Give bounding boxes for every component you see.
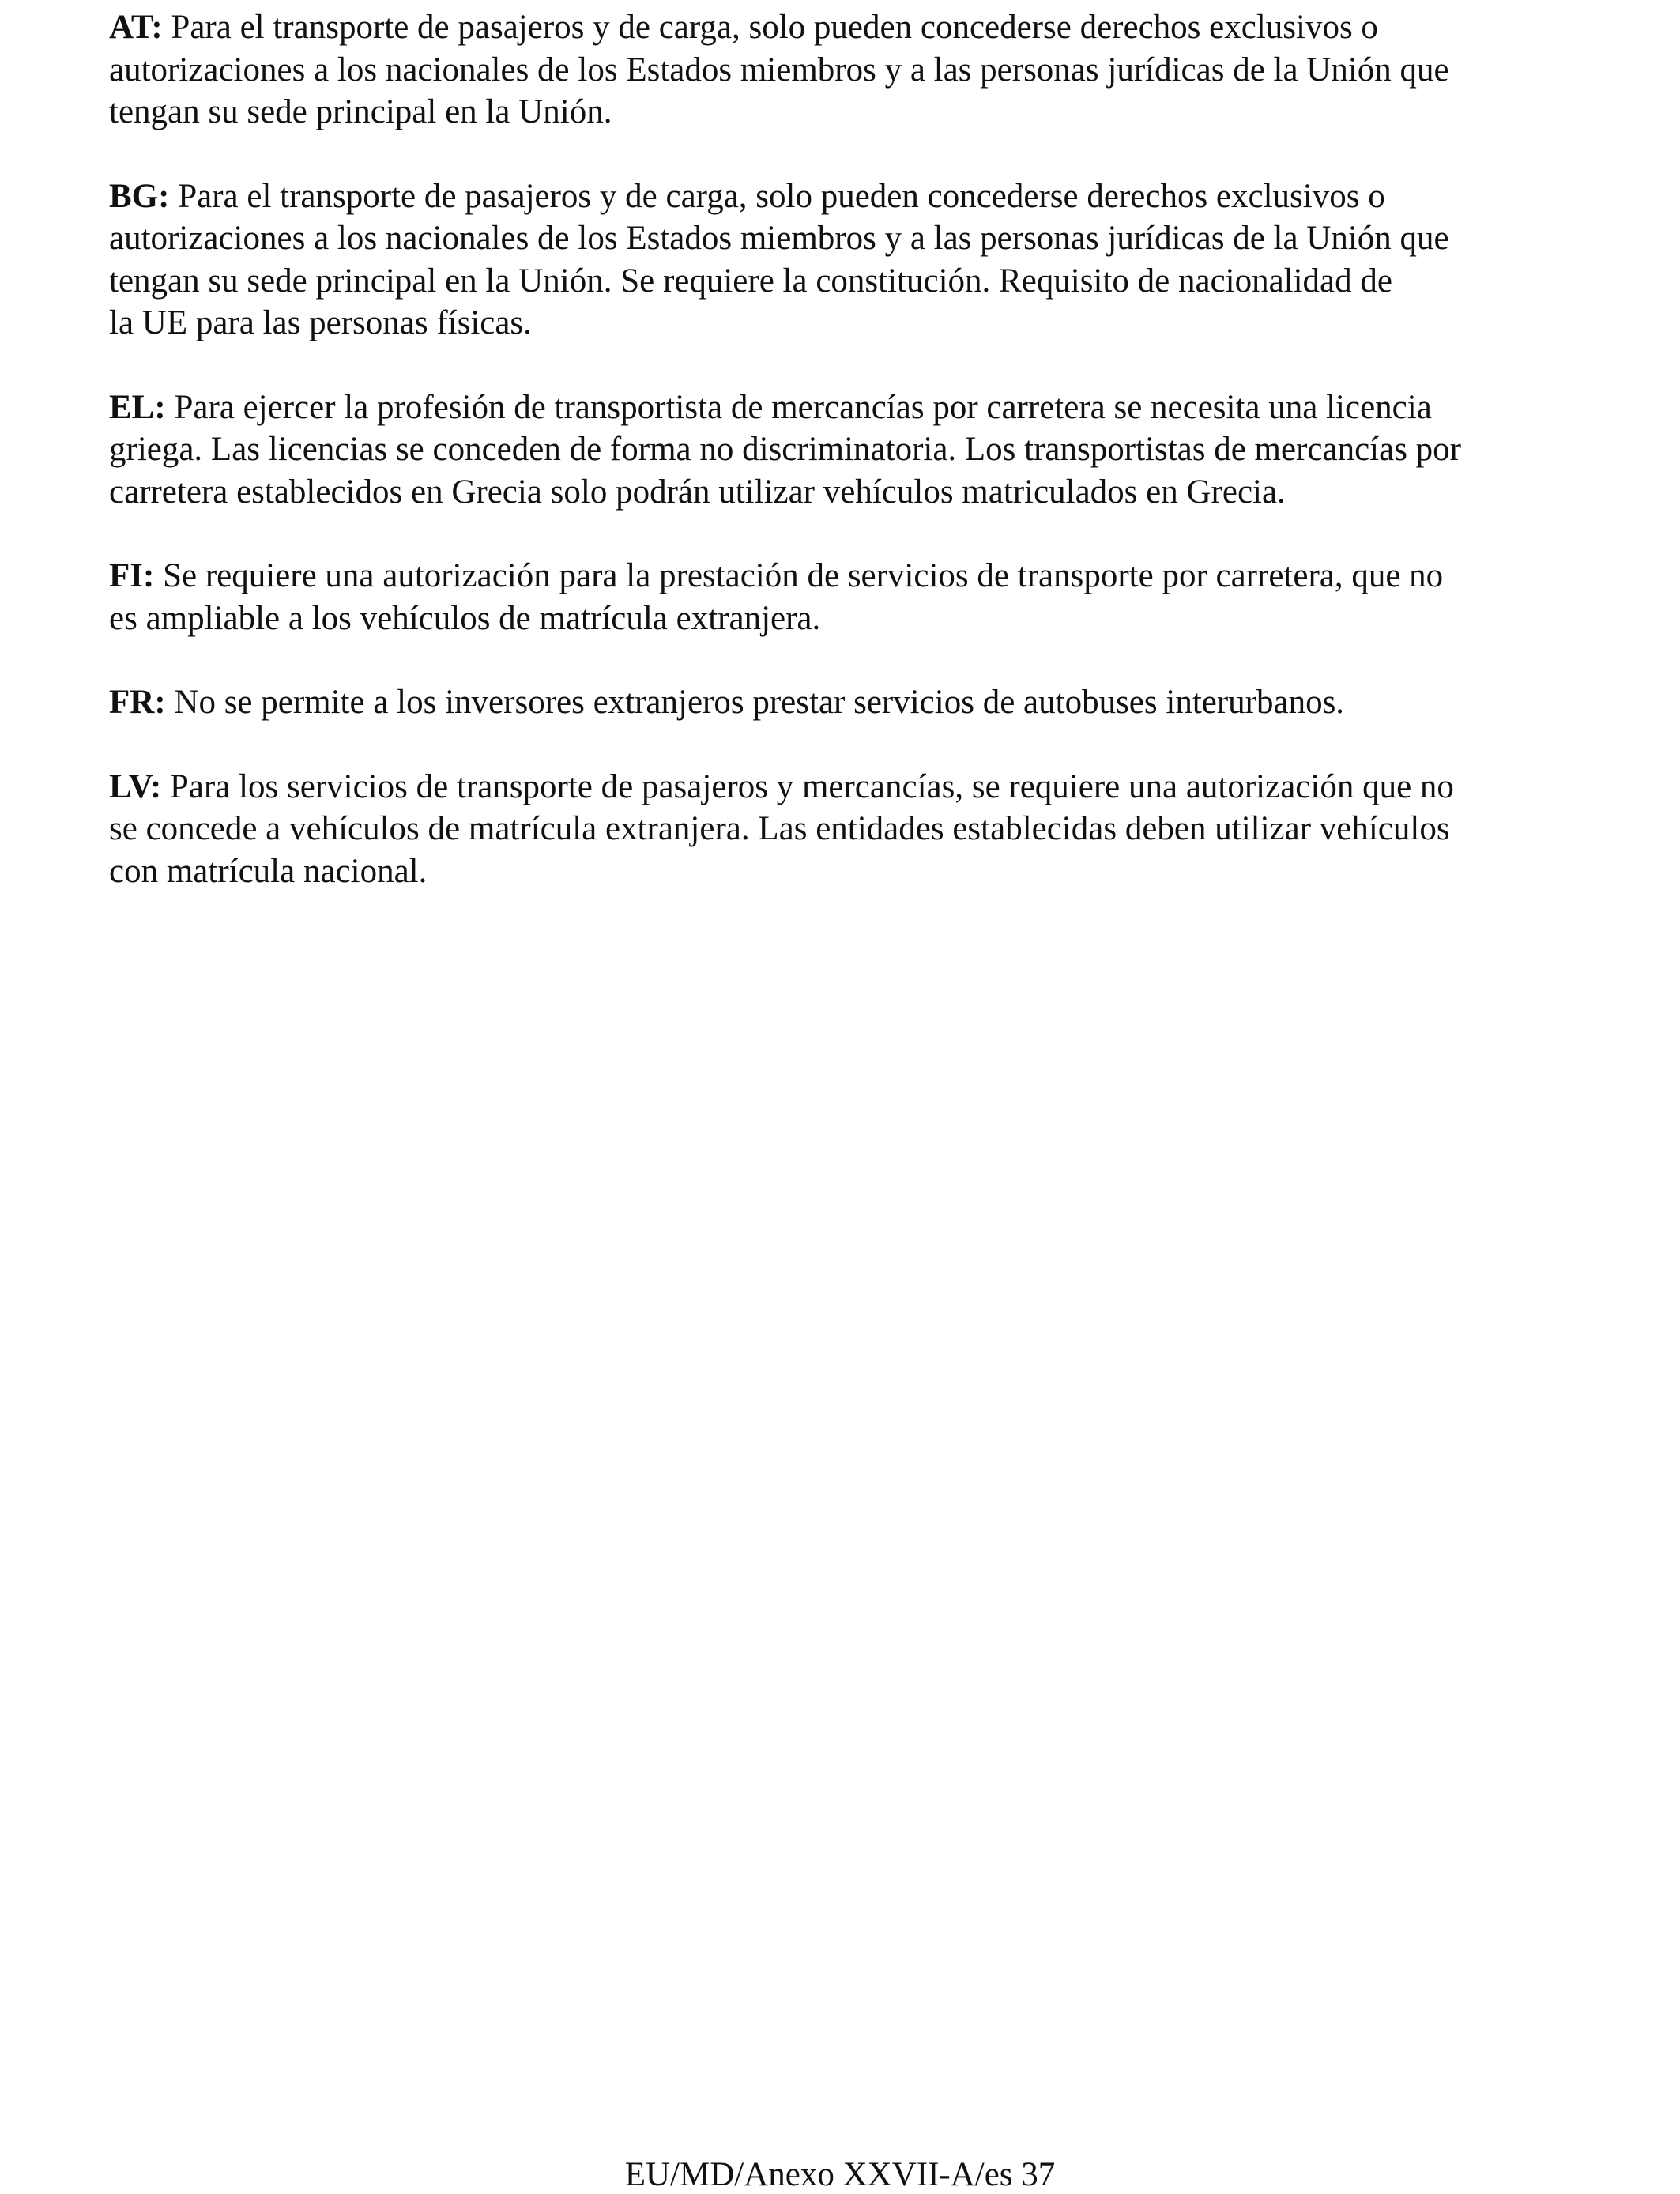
entry-line: tengan su sede principal en la Unión. xyxy=(109,93,612,130)
entry-line: autorizaciones a los nacionales de los Estados miembros y a las personas jurídicas de la Unión que xyxy=(109,51,1449,89)
country-code: FI: xyxy=(109,557,155,594)
entry-line: es ampliable a los vehículos de matrícula extranjera. xyxy=(109,599,821,637)
entry-text: Para los servicios de transporte de pasajeros y mercancías, se requiere una autorización que no xyxy=(161,767,1454,805)
entry-line: la UE para las personas físicas. xyxy=(109,304,532,341)
entry-fr xyxy=(109,681,1595,724)
entry-text: Se requiere una autorización para la prestación de servicios de transporte por carretera, que no xyxy=(154,557,1444,594)
entry-line xyxy=(109,766,1595,809)
country-code: BG: xyxy=(109,177,170,215)
country-code: AT: xyxy=(109,9,163,46)
country-code: FR: xyxy=(109,684,166,721)
entry-line: tengan su sede principal en la Unión. Se requiere la constitución. Requisito de nacionalidad de xyxy=(109,262,1392,300)
entry-line: carretera establecidos en Grecia solo podrán utilizar vehículos matriculados en Grecia. xyxy=(109,473,1286,511)
entry-text: Para el transporte de pasajeros y de carga, solo pueden concederse derechos exclusivos o xyxy=(169,177,1385,215)
entry-line xyxy=(109,6,1595,49)
entry-at xyxy=(109,6,1595,134)
entry-el xyxy=(109,386,1595,514)
entry-bg xyxy=(109,175,1595,345)
entry-line: con matrícula nacional. xyxy=(109,852,428,890)
entry-line xyxy=(109,681,1595,724)
entry-line xyxy=(109,175,1595,218)
country-code: EL: xyxy=(109,388,166,426)
entry-fi xyxy=(109,555,1595,639)
entry-line: griega. Las licencias se conceden de forma no discriminatoria. Los transportistas de mercancías por xyxy=(109,431,1461,468)
entry-line xyxy=(109,555,1595,598)
entry-line: se concede a vehículos de matrícula extranjera. Las entidades establecidas deben utilizar vehículos xyxy=(109,810,1450,847)
entry-line: autorizaciones a los nacionales de los Estados miembros y a las personas jurídicas de la Unión que xyxy=(109,220,1449,257)
entry-text: No se permite a los inversores extranjeros prestar servicios de autobuses interurbanos. xyxy=(165,684,1345,721)
entry-line xyxy=(109,386,1595,429)
page-footer: EU/MD/Anexo XXVII-A/es 37 xyxy=(624,2156,1056,2193)
document-body xyxy=(109,6,1595,934)
entry-lv xyxy=(109,766,1595,893)
country-code: LV: xyxy=(109,767,162,805)
entry-text: Para ejercer la profesión de transportista de mercancías por carretera se necesita una licencia xyxy=(165,388,1432,426)
entry-text: Para el transporte de pasajeros y de carga, solo pueden concederse derechos exclusivos o xyxy=(162,9,1378,46)
